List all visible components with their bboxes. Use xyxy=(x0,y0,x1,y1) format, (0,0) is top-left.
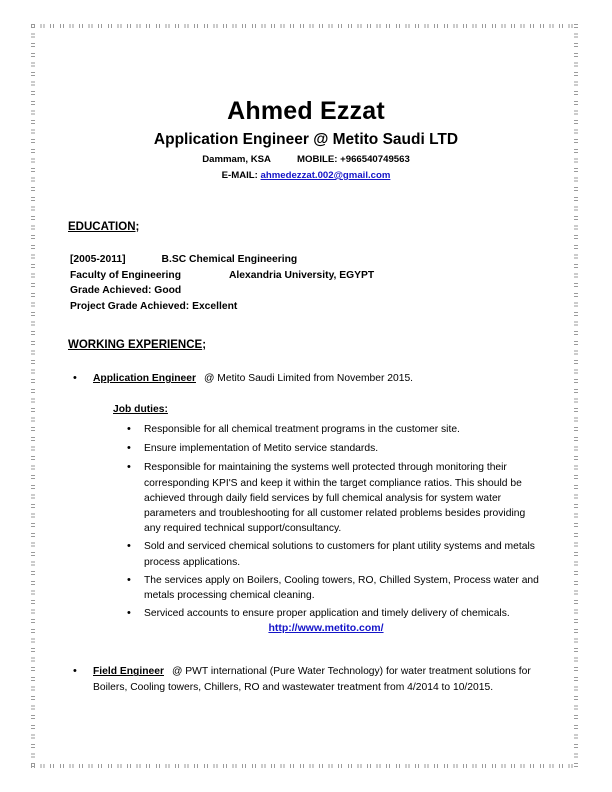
education-heading-suffix: ; xyxy=(135,221,140,233)
list-item xyxy=(127,606,539,621)
page-title: Ahmed Ezzat xyxy=(227,97,385,125)
resume-header xyxy=(0,96,612,183)
position-role-title: Field Engineer xyxy=(93,666,164,678)
header-mobile: MOBILE: +966540749563 xyxy=(296,154,410,165)
bullet-icon: • xyxy=(127,442,131,455)
duty-text: Sold and serviced chemical solutions to customers for plant utility systems and metals process applications. xyxy=(144,541,535,568)
bullet-icon: • xyxy=(127,423,131,435)
list-item xyxy=(127,460,539,536)
education-university: Alexandria University, EGYPT xyxy=(229,269,375,281)
bullet-icon: • xyxy=(127,461,131,474)
bullet-icon: • xyxy=(127,573,131,586)
bullet-icon: • xyxy=(127,540,131,553)
education-line-degree xyxy=(70,252,612,268)
education-degree: B.SC Chemical Engineering xyxy=(161,254,298,265)
bullet-icon: • xyxy=(73,665,77,678)
education-heading-text: EDUCATION xyxy=(68,221,136,233)
duty-text: Responsible for all chemical treatment programs in the customer site. xyxy=(144,424,460,435)
section-heading-education xyxy=(68,221,612,233)
working-experience-heading-text: WORKING EXPERIENCE xyxy=(68,339,203,351)
duty-text: Responsible for maintaining the systems well protected through monitoring their corresponding KPI'S and keep it within the target compliance ratios. This should be achieved through daily field services by full chemical analysis for system water parameters and troubleshooting for all customer related problems besides providing any required technical support/consultancy. xyxy=(144,462,526,535)
education-faculty: Faculty of Engineering xyxy=(70,269,181,281)
list-item xyxy=(127,441,539,456)
page-border-bottom xyxy=(31,764,578,768)
bullet-icon: • xyxy=(73,372,77,384)
job-duties-label: Job duties: xyxy=(113,404,168,415)
position-detail: @ PWT international (Pure Water Technology) for water treatment solutions for Boilers, Cooling towers, Chillers, RO and wastewater treatment from 4/2014 to 10/2015. xyxy=(93,666,531,693)
header-email-line xyxy=(0,169,612,183)
list-item xyxy=(127,573,539,603)
working-experience-heading-suffix: ; xyxy=(202,339,207,351)
experience-position-application-engineer xyxy=(73,371,612,386)
list-item xyxy=(127,539,539,569)
job-duties-list xyxy=(0,422,612,621)
education-details xyxy=(70,252,612,314)
education-grade: Grade Achieved: Good xyxy=(70,285,182,296)
education-line-faculty xyxy=(70,268,612,284)
education-project-grade: Project Grade Achieved: Excellent xyxy=(70,300,238,312)
section-heading-working-experience xyxy=(68,339,612,351)
list-item xyxy=(127,422,539,437)
position-detail: @ Metito Saudi Limited from November 2015. xyxy=(203,373,414,384)
duty-text: Ensure implementation of Metito service standards. xyxy=(144,443,379,455)
bullet-icon: • xyxy=(127,607,131,620)
company-website-link[interactable]: http://www.metito.com/ xyxy=(268,622,384,635)
header-contact-line xyxy=(0,153,612,167)
experience-position-field-engineer xyxy=(73,664,533,694)
duty-text: The services apply on Boilers, Cooling towers, RO, Chilled System, Process water and metals processing chemical cleaning. xyxy=(144,574,539,602)
header-email-label: E-MAIL: xyxy=(221,170,258,181)
duty-text: Serviced accounts to ensure proper application and timely delivery of chemicals. xyxy=(144,608,510,620)
email-link[interactable]: ahmedezzat.002@gmail.com xyxy=(260,170,391,181)
position-role-title: Application Engineer xyxy=(93,373,196,384)
header-job-title: Application Engineer @ Metito Saudi LTD xyxy=(153,131,459,148)
company-website-row xyxy=(40,622,612,634)
header-location: Dammam, KSA xyxy=(202,154,271,165)
education-years: [2005-2011] xyxy=(70,254,126,265)
